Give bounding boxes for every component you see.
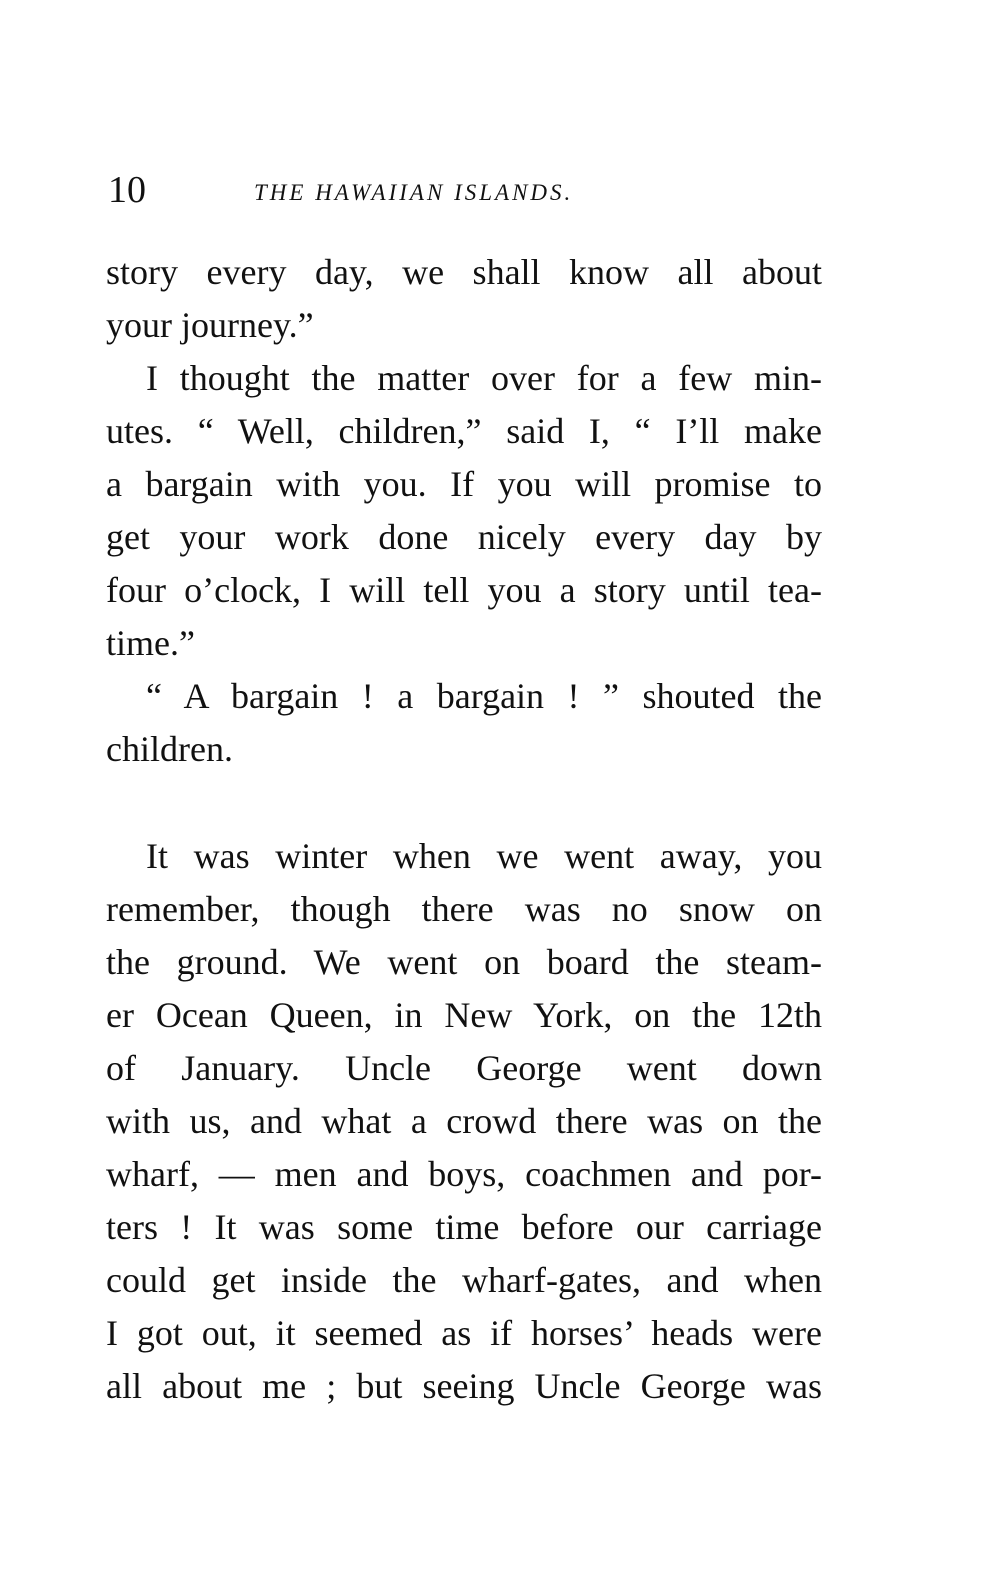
page-number: 10: [108, 169, 146, 211]
text-line: get your work done nicely every day by: [106, 517, 822, 557]
text-line: children.: [106, 729, 233, 769]
text-line: four o’clock, I will tell you a story until tea-: [106, 570, 822, 610]
running-title: THE HAWAIIAN ISLANDS.: [254, 180, 574, 205]
text-line: remember, though there was no snow on: [106, 889, 822, 929]
text-line: wharf, — men and boys, coachmen and por-: [106, 1154, 822, 1194]
text-line: time.”: [106, 623, 195, 663]
text-line: “ A bargain ! a bargain ! ” shouted the: [146, 676, 822, 716]
text-line: with us, and what a crowd there was on the: [106, 1101, 822, 1141]
text-line: I got out, it seemed as if horses’ heads were: [106, 1313, 822, 1353]
text-line: of January. Uncle George went down: [106, 1048, 822, 1088]
text-line: utes. “ Well, children,” said I, “ I’ll make: [106, 411, 822, 451]
text-line: all about me ; but seeing Uncle George was: [106, 1366, 822, 1406]
text-line: er Ocean Queen, in New York, on the 12th: [106, 995, 822, 1035]
text-line: a bargain with you. If you will promise to: [106, 464, 822, 504]
page-header: [108, 168, 824, 218]
text-line: story every day, we shall know all about: [106, 252, 822, 292]
text-line: your journey.”: [106, 305, 314, 345]
text-line: It was winter when we went away, you: [146, 836, 822, 876]
text-line: could get inside the wharf-gates, and when: [106, 1260, 822, 1300]
text-line: I thought the matter over for a few min-: [146, 358, 822, 398]
text-line: ters ! It was some time before our carriage: [106, 1207, 822, 1247]
text-line: the ground. We went on board the steam-: [106, 942, 822, 982]
